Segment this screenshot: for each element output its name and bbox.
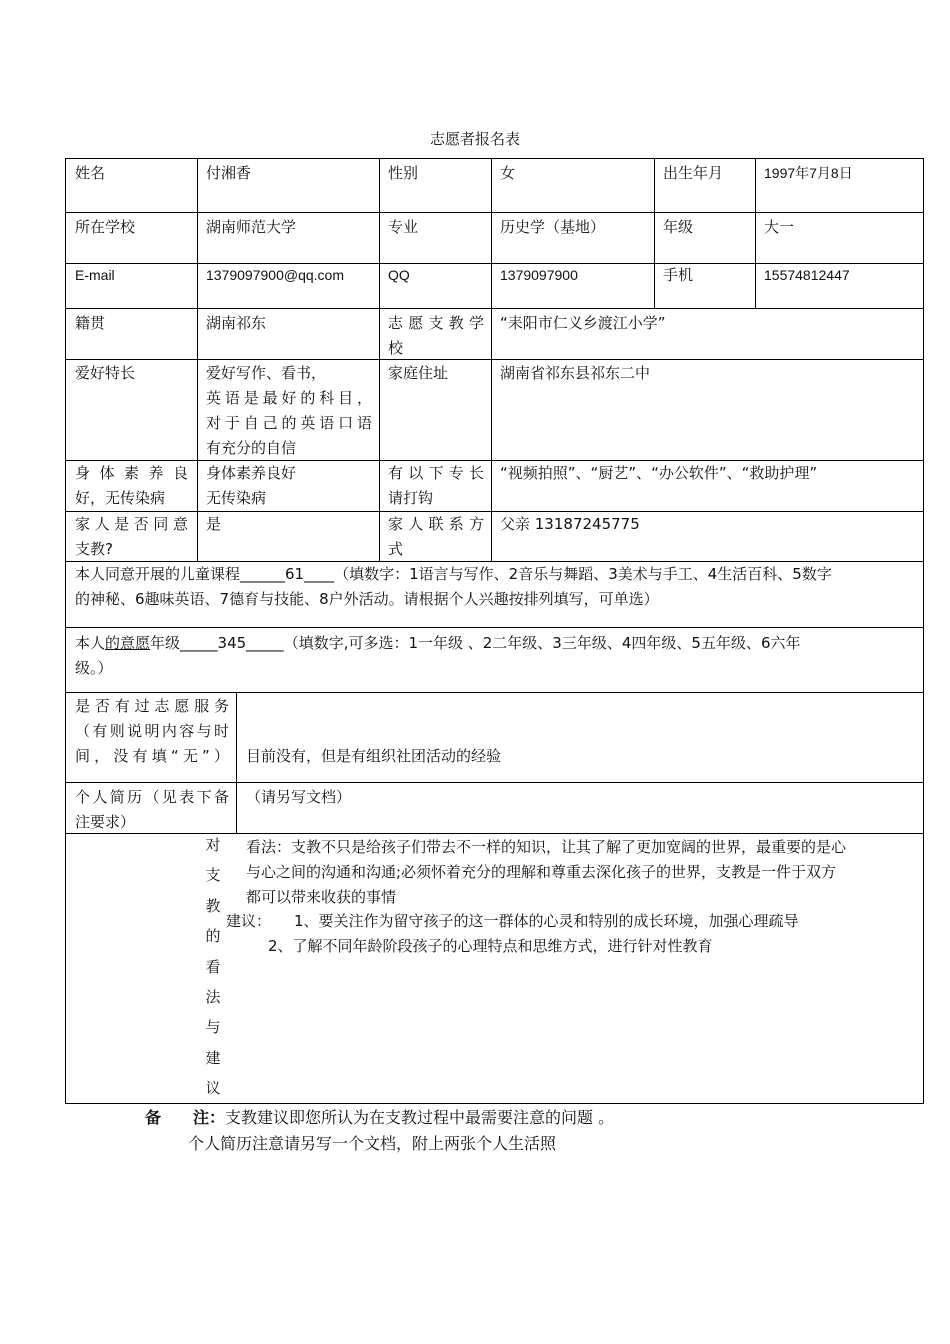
health-value-line1: 身体素养良好 (206, 464, 297, 482)
grade-pref-line2: 级。） (75, 659, 113, 677)
notes-line1 (145, 1105, 614, 1131)
grade-pref-value: _____345_____ (180, 634, 284, 652)
grade-pref-line1 (75, 631, 801, 656)
views-vertical-char: 教 (205, 896, 221, 915)
major-label: 专业 (388, 218, 419, 236)
skills-label-line2: 请打钩 (388, 489, 434, 507)
views-line2: 与心之间的沟通和沟通;必须怀着充分的理解和尊重去深化孩子的世界，支教是一件于双方 (246, 863, 837, 881)
suggest-item-2: 2、了解不同年龄阶段孩子的心理特点和思维方式，进行针对性教育 (268, 937, 713, 955)
volunteer-label-line1: 是否有过志愿服务 (75, 697, 229, 715)
family-contact-value: 父亲 13187245775 (500, 515, 640, 533)
notes-text-1: 支教建议即您所认为在支教过程中最需要注意的问题 。 (225, 1108, 615, 1127)
gender-value: 女 (500, 164, 516, 182)
family-contact-label-line2: 式 (388, 540, 404, 558)
hobby-value-line3: 对于自己的英语口语 (206, 414, 372, 432)
views-vertical-char: 看 (205, 957, 221, 976)
school-value: 湖南师范大学 (206, 218, 297, 236)
health-label-line1: 身体素养良 (75, 464, 188, 482)
grade-pref-prefix2: 的意愿 (105, 634, 151, 652)
skills-label-line1: 有以下专长 (388, 464, 484, 482)
suggest-item-1: 1、要关注作为留守孩子的这一群体的心灵和特别的成长环境，加强心理疏导 (294, 912, 799, 930)
resume-label-line1: 个人简历（见表下备 (75, 788, 229, 806)
views-vertical-label (205, 830, 221, 1104)
views-vertical-char: 与 (205, 1018, 221, 1037)
birth-label: 出生年月 (663, 164, 724, 182)
school-label: 所在学校 (75, 218, 136, 236)
course-prefix: 本人同意开展的儿童课程 (75, 565, 241, 583)
registration-form-table (65, 158, 924, 1104)
views-line3: 都可以带来收获的事情 (246, 888, 397, 906)
volunteer-value: 目前没有，但是有组织社团活动的经验 (246, 747, 502, 765)
views-line1: 看法：支教不只是给孩子们带去不一样的知识，让其了解了更加宽阔的世界，最重要的是心 (246, 838, 847, 856)
grade-pref-prefix3: 年级 (150, 634, 181, 652)
target-school-value: “耒阳市仁义乡渡江小学” (500, 314, 666, 332)
course-suffix: （填数字：1语言与写作、2音乐与舞蹈、3美术与手工、4生活百科、5数字 (334, 565, 832, 583)
hobby-value-line1: 爱好写作、看书， (206, 364, 327, 382)
resume-value: （请另写文档） (246, 788, 352, 806)
family-contact-label-line1: 家人联系方 (388, 515, 484, 533)
family-agree-label-line1: 家人是否同意 (75, 515, 188, 533)
family-agree-value: 是 (206, 515, 222, 533)
phone-label: 手机 (663, 266, 694, 284)
target-school-label-line2: 校 (388, 339, 404, 357)
course-value: ______61____ (240, 565, 335, 583)
volunteer-label-line2: （有则说明内容与时 (75, 722, 229, 740)
hobby-value-line4: 有充分的自信 (206, 439, 297, 457)
form-title: 志愿者报名表 (429, 130, 520, 148)
qq-label: QQ (388, 267, 410, 283)
suggest-label: 建议： (226, 912, 272, 930)
grade-label: 年级 (663, 218, 694, 236)
course-line2: 的神秘、6趣味英语、7德育与技能、8户外活动。请根据个人兴趣按排列填写，可单选） (75, 590, 659, 608)
hobby-label: 爱好特长 (75, 364, 136, 382)
views-vertical-char: 建 (205, 1048, 221, 1067)
notes-label: 备 注： (145, 1108, 226, 1127)
hobby-value-line2: 英语是最好的科目， (206, 389, 372, 407)
birth-value: 1997年7月8日 (764, 165, 853, 181)
native-label: 籍贯 (75, 314, 106, 332)
views-vertical-char: 法 (205, 988, 221, 1007)
email-value: 1379097900@qq.com (206, 267, 344, 283)
grade-pref-suffix: （填数字,可多选：1一年级 、2二年级、3三年级、4四年级、5五年级、6六年 (283, 634, 801, 652)
skills-value: “视频拍照”、“厨艺”、“办公软件”、“救助护理” (500, 464, 818, 482)
name-value: 付湘香 (206, 164, 252, 182)
notes-line2: 个人简历注意请另写一个文档，附上两张个人生活照 (188, 1134, 557, 1153)
views-vertical-char: 议 (205, 1079, 221, 1098)
name-label: 姓名 (75, 164, 106, 182)
views-vertical-char: 的 (205, 927, 221, 946)
course-line1 (75, 562, 832, 587)
volunteer-label-line3: 间，没有填“无”） (75, 747, 229, 765)
major-value: 历史学（基地） (500, 218, 606, 236)
gender-label: 性别 (388, 164, 419, 182)
views-vertical-char: 支 (205, 866, 221, 885)
health-value-line2: 无传染病 (206, 489, 267, 507)
qq-value: 1379097900 (500, 267, 578, 283)
target-school-label-line1: 志愿支教学 (388, 314, 484, 332)
phone-value: 15574812447 (764, 267, 850, 283)
grade-value: 大一 (764, 218, 795, 236)
grade-pref-prefix1: 本人 (75, 634, 106, 652)
address-value: 湖南省祁东县祁东二中 (500, 364, 651, 382)
address-label: 家庭住址 (388, 364, 449, 382)
views-vertical-char: 对 (205, 836, 221, 854)
health-label-line2: 好，无传染病 (75, 489, 166, 507)
family-agree-label-line2: 支教? (75, 540, 113, 558)
resume-label-line2: 注要求） (75, 813, 136, 831)
native-value: 湖南祁东 (206, 314, 267, 332)
email-label: E-mail (75, 267, 115, 283)
